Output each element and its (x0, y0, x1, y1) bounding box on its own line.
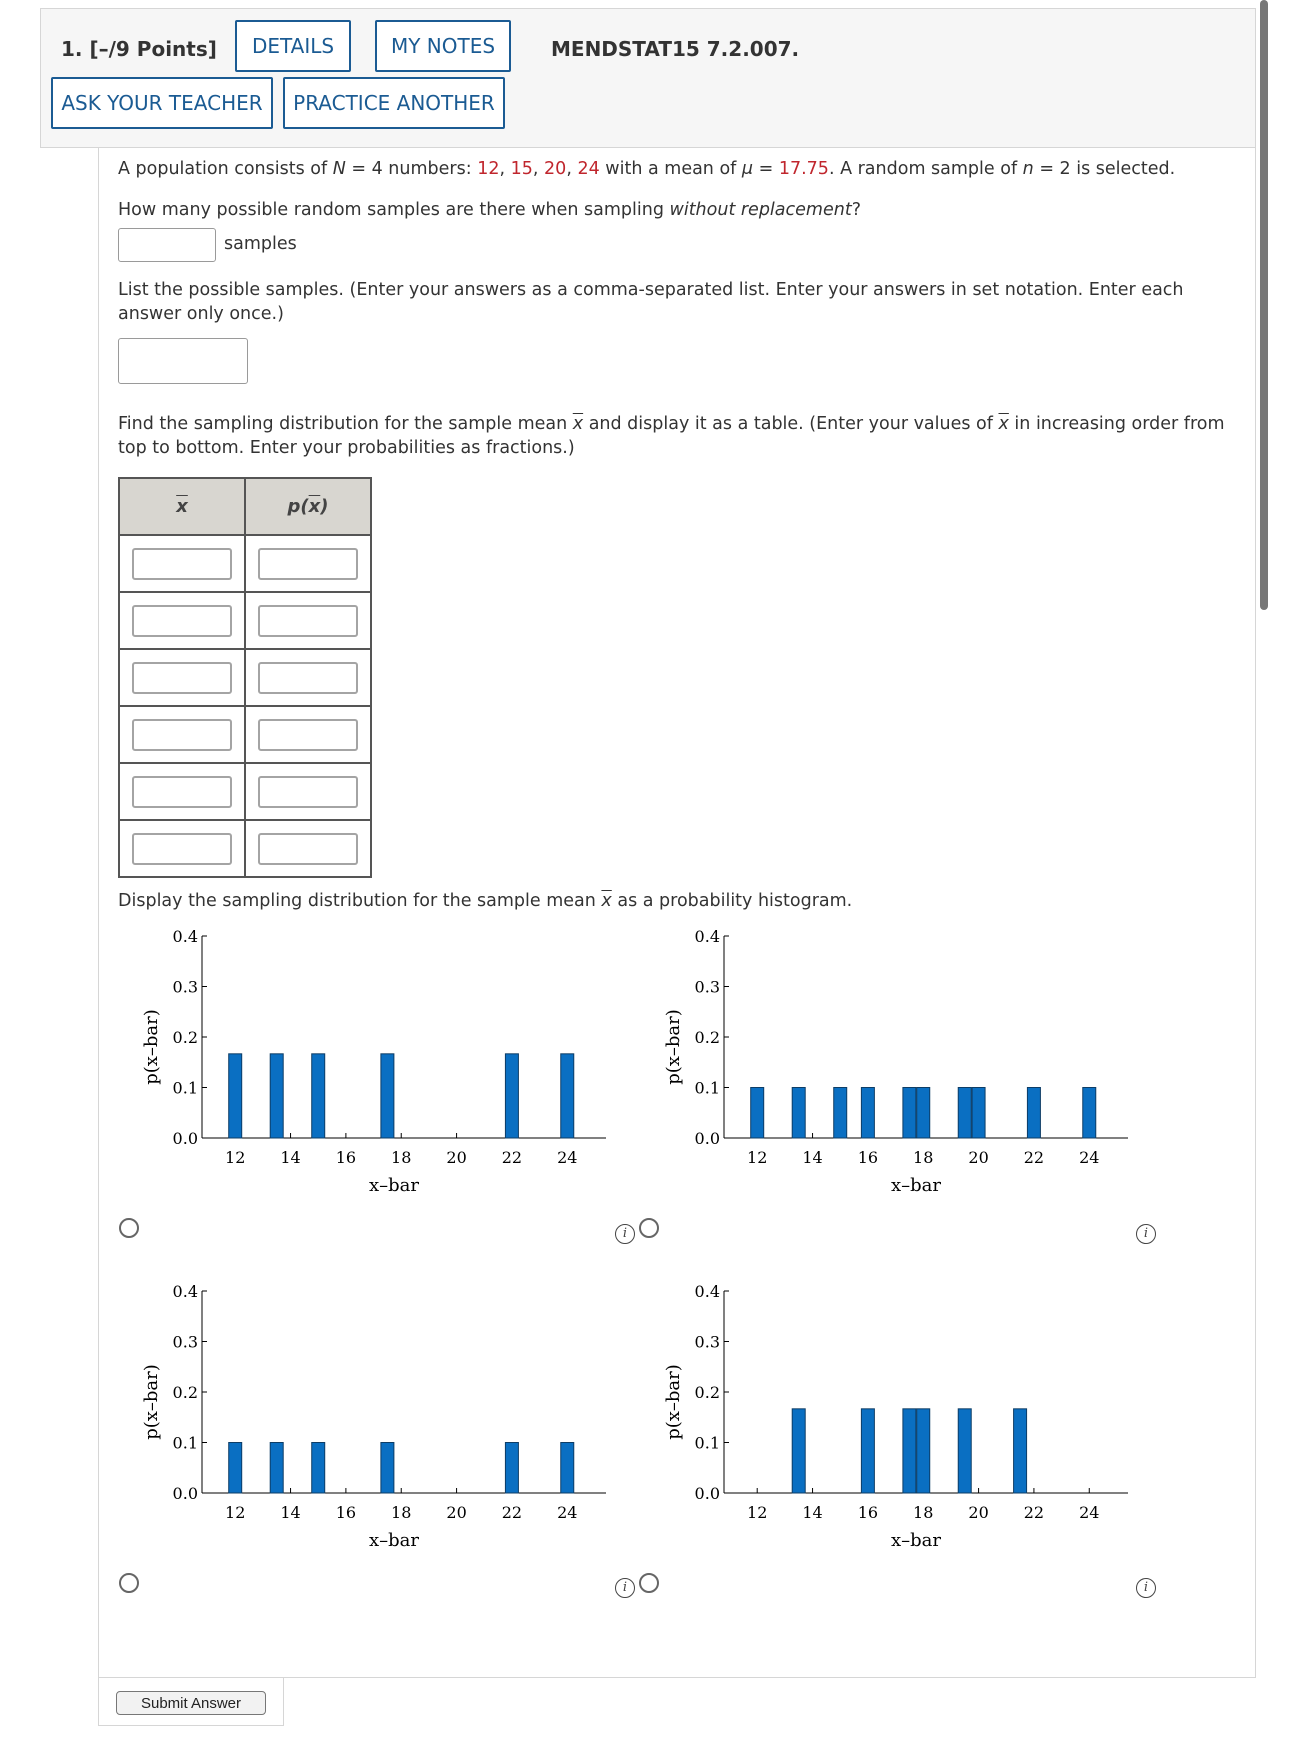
x-tick-label: 20 (968, 1148, 989, 1167)
x-axis-label: x–bar (890, 1530, 942, 1551)
x-tick-label: 24 (1079, 1148, 1100, 1167)
question-number: 1. [–/9 Points] (61, 37, 217, 61)
prob-input[interactable] (258, 776, 358, 808)
table-cell (245, 592, 371, 649)
option-b-radio[interactable] (639, 1218, 659, 1238)
x-tick-label: 16 (335, 1503, 357, 1522)
y-tick-label: 0.3 (694, 1332, 720, 1352)
problem-intro: A population consists of N = 4 numbers: 12, 15, 20, 24 with a mean of μ = 17.75. A random sample of n = 2 is selected. (118, 159, 1176, 179)
samples-list-input[interactable] (118, 338, 248, 384)
x-tick-label: 20 (446, 1148, 467, 1167)
table-cell (119, 820, 245, 877)
table-cell (119, 535, 245, 592)
prob-input[interactable] (258, 833, 358, 865)
x-tick-label: 14 (280, 1148, 301, 1167)
table-cell (119, 763, 245, 820)
x-tick-label: 16 (335, 1148, 357, 1167)
x-tick-label: 24 (1079, 1503, 1100, 1522)
table-cell (119, 706, 245, 763)
y-axis-label: p(x–bar) (663, 1009, 684, 1085)
info-icon[interactable]: i (615, 1578, 635, 1598)
x-tick-label: 22 (501, 1503, 523, 1522)
table-cell (245, 820, 371, 877)
histogram-bar (312, 1443, 325, 1494)
y-tick-label: 0.4 (172, 1282, 198, 1301)
histogram-bar (903, 1409, 916, 1493)
x-axis-label: x–bar (368, 1175, 420, 1196)
histogram-bar (792, 1409, 805, 1493)
x-tick-label: 16 (857, 1503, 879, 1522)
table-cell (245, 763, 371, 820)
histogram-bar (917, 1088, 930, 1139)
y-tick-label: 0.3 (172, 1332, 198, 1352)
x-tick-label: 18 (391, 1503, 412, 1522)
my-notes-button[interactable]: MY NOTES (375, 20, 511, 72)
x-tick-label: 12 (225, 1503, 246, 1522)
x-tick-label: 22 (501, 1148, 523, 1167)
xbar-symbol: $\overline{x}$ (601, 891, 612, 911)
prob-input[interactable] (258, 605, 358, 637)
distribution-table (118, 477, 372, 878)
xbar-input[interactable] (132, 776, 232, 808)
y-axis-label: p(x–bar) (141, 1009, 162, 1085)
histogram-bar (1027, 1088, 1040, 1139)
submit-answer-button[interactable]: Submit Answer (116, 1691, 266, 1715)
histogram-bar (861, 1409, 874, 1493)
table-cell (245, 706, 371, 763)
histogram-bar (1083, 1088, 1096, 1139)
question-list-samples: List the possible samples. (Enter your answers as a comma-separated list. Enter your answers in set notation. Enter each answer only once.) (118, 280, 1184, 324)
histogram-bar (834, 1088, 847, 1139)
question-histogram: Display the sampling distribution for the sample mean $\overline{x}$ as a probability histogram. (118, 891, 853, 911)
x-tick-label: 20 (968, 1503, 989, 1522)
pop-value: 12 (477, 159, 500, 179)
xbar-input[interactable] (132, 605, 232, 637)
histogram-bar (903, 1088, 916, 1139)
details-button[interactable]: DETAILS (235, 20, 351, 72)
histogram-bar (270, 1443, 283, 1494)
y-tick-label: 0.4 (694, 1282, 720, 1301)
x-tick-label: 22 (1023, 1503, 1045, 1522)
x-tick-label: 18 (913, 1503, 934, 1522)
y-tick-label: 0.0 (694, 1129, 720, 1148)
pop-value: 20 (544, 159, 567, 179)
x-tick-label: 18 (391, 1148, 412, 1167)
x-tick-label: 24 (557, 1503, 578, 1522)
histogram-bar (229, 1054, 242, 1138)
histogram-bar (312, 1054, 325, 1138)
option-c-radio[interactable] (119, 1573, 139, 1593)
x-tick-label: 24 (557, 1148, 578, 1167)
info-icon[interactable]: i (1136, 1224, 1156, 1244)
y-tick-label: 0.0 (172, 1484, 198, 1503)
x-tick-label: 14 (802, 1503, 823, 1522)
x-tick-label: 14 (280, 1503, 301, 1522)
x-axis-label: x–bar (890, 1175, 942, 1196)
table-cell (245, 535, 371, 592)
histogram-bar (381, 1054, 394, 1138)
prob-input[interactable] (258, 548, 358, 580)
option-a-radio[interactable] (119, 1218, 139, 1238)
histogram-bar (958, 1088, 971, 1139)
samples-count-input[interactable] (118, 228, 216, 262)
pop-mean: 17.75 (778, 159, 829, 179)
histogram-bar (958, 1409, 971, 1493)
histogram-bar (270, 1054, 283, 1138)
table-cell (119, 592, 245, 649)
x-tick-label: 16 (857, 1148, 879, 1167)
option-d-radio[interactable] (639, 1573, 659, 1593)
info-icon[interactable]: i (1136, 1578, 1156, 1598)
question-count-samples: How many possible random samples are there when sampling without replacement? (118, 200, 861, 220)
table-cell (119, 649, 245, 706)
y-tick-label: 0.3 (694, 977, 720, 997)
histogram-bar (861, 1088, 874, 1139)
N-symbol: N (332, 159, 346, 179)
y-tick-label: 0.4 (694, 927, 720, 946)
y-tick-label: 0.0 (172, 1129, 198, 1148)
x-tick-label: 18 (913, 1148, 934, 1167)
y-tick-label: 0.2 (172, 1028, 198, 1047)
histogram-bar (792, 1088, 805, 1139)
prob-input[interactable] (258, 662, 358, 694)
x-tick-label: 12 (747, 1148, 768, 1167)
histogram-option-b (652, 920, 1152, 1235)
histogram-bar (972, 1088, 985, 1139)
info-icon[interactable]: i (615, 1224, 635, 1244)
y-axis-label: p(x–bar) (663, 1364, 684, 1440)
y-tick-label: 0.2 (694, 1383, 720, 1402)
question-distribution-table: Find the sampling distribution for the sample mean $\overline{x}$ and display it as a table. (Enter your values of $\overline{x}$ in increasing order from top to bottom. Enter your probabilities as fractions.) (118, 414, 1225, 458)
pop-value: 24 (577, 159, 600, 179)
x-axis-label: x–bar (368, 1530, 420, 1551)
question-header (40, 8, 1256, 148)
histogram-option-d (652, 1275, 1152, 1590)
prob-input[interactable] (258, 719, 358, 751)
y-axis-label: p(x–bar) (141, 1364, 162, 1440)
histogram-bar (229, 1443, 242, 1494)
histogram-bar (505, 1443, 518, 1494)
scrollbar[interactable] (1260, 0, 1268, 610)
samples-unit-label: samples (224, 234, 297, 254)
pop-value: 15 (510, 159, 533, 179)
y-tick-label: 0.1 (694, 1433, 720, 1453)
histogram-bar (917, 1409, 930, 1493)
xbar-input[interactable] (132, 548, 232, 580)
histogram-bar (381, 1443, 394, 1494)
y-tick-label: 0.2 (694, 1028, 720, 1047)
histogram-bar (561, 1443, 574, 1494)
xbar-input[interactable] (132, 719, 232, 751)
xbar-symbol: $\overline{x}$ (998, 414, 1009, 434)
y-tick-label: 0.1 (172, 1078, 198, 1098)
histogram-bar (561, 1054, 574, 1138)
histogram-bar (505, 1054, 518, 1138)
histogram-option-c (130, 1275, 630, 1590)
practice-another-button[interactable]: PRACTICE ANOTHER (283, 77, 505, 129)
y-tick-label: 0.4 (172, 927, 198, 946)
histogram-option-a (130, 920, 630, 1235)
xbar-symbol: $\overline{x}$ (572, 414, 584, 434)
x-tick-label: 12 (747, 1503, 768, 1522)
xbar-input[interactable] (132, 833, 232, 865)
y-tick-label: 0.1 (172, 1433, 198, 1453)
y-tick-label: 0.0 (694, 1484, 720, 1503)
table-header-prob: $p(\overline{x})$ (245, 478, 371, 535)
x-tick-label: 14 (802, 1148, 823, 1167)
n-symbol: n (1022, 159, 1034, 179)
x-tick-label: 20 (446, 1503, 467, 1522)
table-header-xbar: $\overline{x}$ (119, 478, 245, 535)
xbar-input[interactable] (132, 662, 232, 694)
table-cell (245, 649, 371, 706)
x-tick-label: 22 (1023, 1148, 1045, 1167)
histogram-bar (751, 1088, 764, 1139)
y-tick-label: 0.3 (172, 977, 198, 997)
x-tick-label: 12 (225, 1148, 246, 1167)
ask-teacher-button[interactable]: ASK YOUR TEACHER (51, 77, 273, 129)
y-tick-label: 0.2 (172, 1383, 198, 1402)
question-id: MENDSTAT15 7.2.007. (551, 37, 800, 61)
histogram-bar (1014, 1409, 1027, 1493)
mu-symbol: μ (741, 159, 754, 179)
y-tick-label: 0.1 (694, 1078, 720, 1098)
